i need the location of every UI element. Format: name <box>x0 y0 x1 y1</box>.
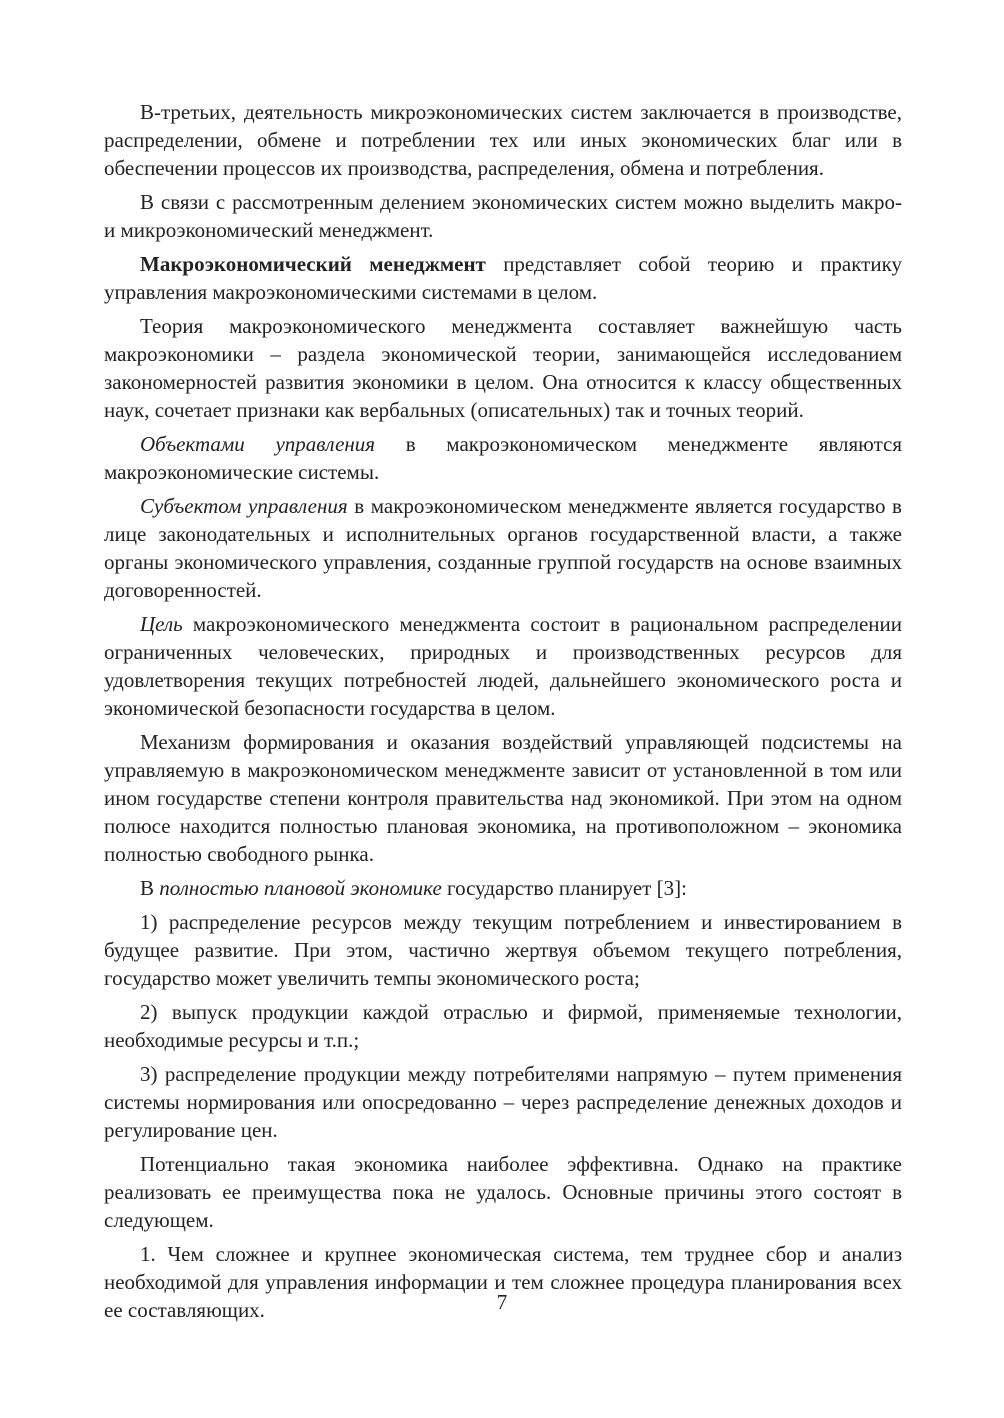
paragraph-text: В-третьих, деятельность микроэкономических систем заключается в производстве, распределении, обмене и потреблении тех или иных экономических благ или в обеспечении процессов их производства, распределения, обмена и потребления. <box>104 100 902 180</box>
italic-term: Объектами управления <box>140 432 376 456</box>
paragraph-subject <box>104 492 902 604</box>
bold-term: Макроэкономический менеджмент <box>140 252 486 276</box>
list-item <box>104 998 902 1054</box>
paragraph-text: В связи с рассмотренным делением экономических систем можно выделить макро- и микроэкономический менеджмент. <box>104 190 902 242</box>
paragraph <box>104 188 902 244</box>
paragraph-text: в макроэкономическом менеджменте являются макроэкономические системы. <box>104 432 902 484</box>
list-item-text: 2) выпуск продукции каждой отраслью и фирмой, применяемые технологии, необходимые ресурсы и т.п.; <box>104 1000 902 1052</box>
document-page-body <box>104 98 902 1330</box>
list-item-text: 1) распределение ресурсов между текущим потреблением и инвестированием в будущее развитие. При этом, частично жертвуя объемом текущего потребления, государство может увеличить темпы экономического роста; <box>104 910 902 990</box>
paragraph <box>104 1150 902 1234</box>
paragraph-text: Теория макроэкономического менеджмента составляет важнейшую часть макроэкономики – раздела экономической теории, занимающейся исследованием закономерностей развития экономики в целом. Она относится к классу общественных наук, сочетает признаки как вербальных (описательных) так и точных теорий. <box>104 314 902 422</box>
italic-term: полностью плановой экономике <box>159 876 442 900</box>
italic-term: Цель <box>140 612 183 636</box>
paragraph <box>104 728 902 868</box>
paragraph-planned-economy <box>104 874 902 902</box>
paragraph-text: государство планирует [3]: <box>441 876 687 900</box>
paragraph <box>104 312 902 424</box>
page-number: 7 <box>496 1290 508 1314</box>
paragraph-text: представляет собой теорию и практику управления макроэкономическими системами в целом. <box>104 252 902 304</box>
italic-term: Субъектом управления <box>140 494 348 518</box>
paragraph-text: Механизм формирования и оказания воздействий управляющей подсистемы на управляемую в макроэкономическом менеджменте зависит от установленной в том или ином государстве степени контроля правительства над экономикой. При этом на одном полюсе находится полностью плановая экономика, на противоположном – экономика полностью свободного рынка. <box>104 730 902 866</box>
list-item-text: 1. Чем сложнее и крупнее экономическая система, тем труднее сбор и анализ необходимой для управления информации и тем сложнее процедура планирования всех ее составляющих. <box>104 1242 902 1322</box>
paragraph-text: В <box>140 876 160 900</box>
paragraph-objects <box>104 430 902 486</box>
list-item <box>104 908 902 992</box>
list-item <box>104 1060 902 1144</box>
paragraph-text: в макроэкономическом менеджменте является государство в лице законодательных и исполнительных органов государственной власти, а также органы экономического управления, созданные группой государств на основе взаимных договоренностей. <box>104 494 902 602</box>
paragraph <box>104 98 902 182</box>
paragraph-text: Потенциально такая экономика наиболее эффективна. Однако на практике реализовать ее преимущества пока не удалось. Основные причины этого состоят в следующем. <box>104 1152 902 1232</box>
paragraph-goal <box>104 610 902 722</box>
paragraph-text: макроэкономического менеджмента состоит в рациональном распределении ограниченных человеческих, природных и производственных ресурсов для удовлетворения текущих потребностей людей, дальнейшего экономического роста и экономической безопасности государства в целом. <box>104 612 902 720</box>
paragraph-definition-macro-management <box>104 250 902 306</box>
list-item-text: 3) распределение продукции между потребителями напрямую – путем применения системы нормирования или опосредованно – через распределение денежных доходов и регулирование цен. <box>104 1062 902 1142</box>
